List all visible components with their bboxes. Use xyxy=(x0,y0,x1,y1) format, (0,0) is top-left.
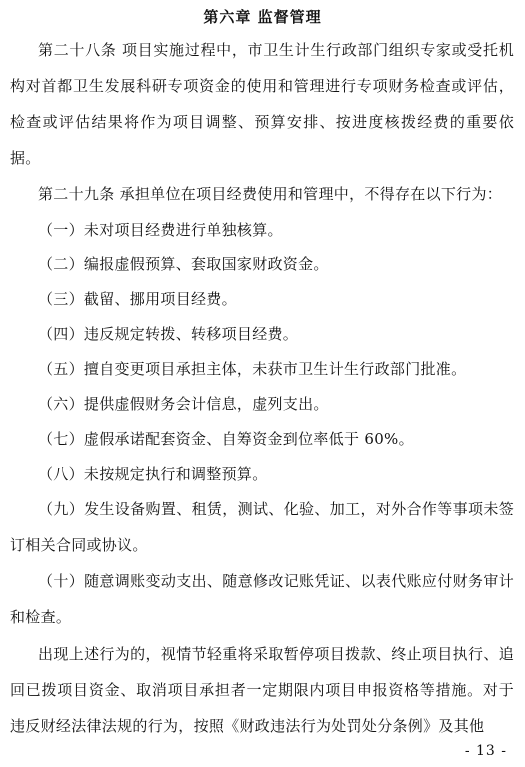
list-item-4: （四）违反规定转拨、转移项目经费。 xyxy=(38,325,299,343)
list-item-6: （六）提供虚假财务会计信息，虚列支出。 xyxy=(38,395,329,413)
list-item-8: （八）未按规定执行和调整预算。 xyxy=(38,465,268,483)
list-item-2: （二）编报虚假预算、套取国家财政资金。 xyxy=(38,255,329,273)
chapter-title: 第六章 监督管理 xyxy=(203,8,322,26)
list-item-5: （五）擅自变更项目承担主体，未获市卫生计生行政部门批准。 xyxy=(38,360,467,378)
closing-paragraph: 出现上述行为的，视情节轻重将采取暂停项目拨款、终止项目执行、追回已拨项目资金、取消项目承担者一定期限内项目申报资格等措施。对于违反财经法律法规的行为，按照《财政违法行为处罚处分条例》及其他 xyxy=(10,645,514,735)
list-item-1: （一）未对项目经费进行单独核算。 xyxy=(38,221,283,239)
list-item-9: （九）发生设备购置、租赁，测试、化验、加工，对外合作等事项未签订相关合同或协议。 xyxy=(10,500,514,554)
list-item-10: （十）随意调账变动支出、随意修改记账凭证、以表代账应付财务审计和检查。 xyxy=(10,572,514,626)
article-29-intro: 第二十九条 承担单位在项目经费使用和管理中，不得存在以下行为： xyxy=(38,185,503,203)
page-number: - 13 - xyxy=(464,743,507,759)
article-28: 第二十八条 项目实施过程中，市卫生计生行政部门组织专家或受托机构对首都卫生发展科研专项资金的使用和管理进行专项财务检查或评估，检查或评估结果将作为项目调整、预算安排、按进度核拨经费的重要依据。 xyxy=(10,41,514,167)
list-item-7: （七）虚假承诺配套资金、自筹资金到位率低于 60%。 xyxy=(38,430,414,448)
list-item-3: （三）截留、挪用项目经费。 xyxy=(38,290,237,308)
